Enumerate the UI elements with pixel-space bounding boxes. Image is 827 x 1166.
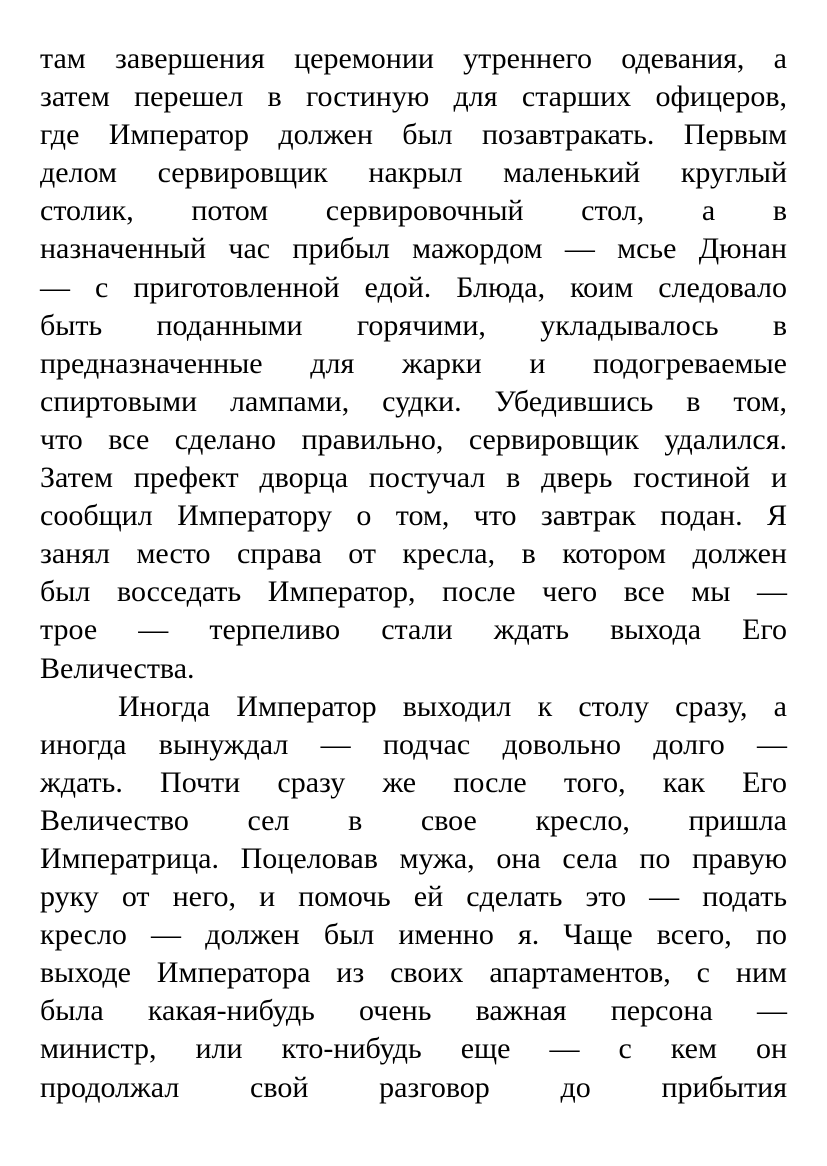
text-line: министр, или кто-нибудь еще — с кем он: [40, 1032, 787, 1066]
text-line: Затем префект дворца постучал в дверь гостиной и: [40, 461, 787, 495]
text-line: выходе Императора из своих апартаментов, с ним: [40, 956, 787, 990]
text-line: затем перешел в гостиную для старших офицеров,: [40, 80, 787, 114]
text-line: — с приготовленной едой. Блюда, коим следовало: [40, 270, 787, 304]
text-line: быть поданными горячими, укладывалось в: [40, 308, 787, 342]
text-line: была какая-нибудь очень важная персона —: [40, 994, 787, 1028]
text-line: Величества.: [40, 651, 195, 685]
text-line: иногда вынуждал — подчас довольно долго —: [40, 727, 787, 761]
paragraph-1: [40, 40, 787, 688]
text-line: Величество сел в свое кресло, пришла: [40, 803, 787, 837]
text-line: что все сделано правильно, сервировщик удалился.: [40, 422, 787, 456]
text-line: там завершения церемонии утреннего одевания, а: [40, 42, 787, 75]
text-line: занял место справа от кресла, в котором должен: [40, 537, 787, 571]
paragraph-2: [40, 688, 787, 1107]
text-line: был восседать Император, после чего все мы —: [40, 575, 787, 609]
text-line: предназначенные для жарки и подогреваемые: [40, 346, 787, 380]
text-line: руку от него, и помочь ей сделать это — подать: [40, 880, 787, 914]
text-line: делом сервировщик накрыл маленький круглый: [40, 156, 787, 190]
text-line: столик, потом сервировочный стол, а в: [40, 194, 787, 228]
text-line: сообщил Императору о том, что завтрак подан. Я: [40, 499, 787, 533]
text-line: ждать. Почти сразу же после того, как Его: [40, 765, 787, 799]
text-line: Императрица. Поцеловав мужа, она села по правую: [40, 841, 787, 875]
text-line: Иногда Император выходил к столу сразу, а: [118, 689, 787, 723]
text-line: трое — терпеливо стали ждать выхода Его: [40, 613, 787, 647]
text-line: где Император должен был позавтракать. Первым: [40, 118, 787, 152]
text-line: кресло — должен был именно я. Чаще всего, по: [40, 918, 787, 952]
text-line: спиртовыми лампами, судки. Убедившись в том,: [40, 384, 787, 418]
text-line: назначенный час прибыл мажордом — мсье Дюнан: [40, 232, 787, 266]
text-line: продолжал свой разговор до прибытия: [40, 1070, 787, 1104]
document-page: [40, 40, 787, 1107]
